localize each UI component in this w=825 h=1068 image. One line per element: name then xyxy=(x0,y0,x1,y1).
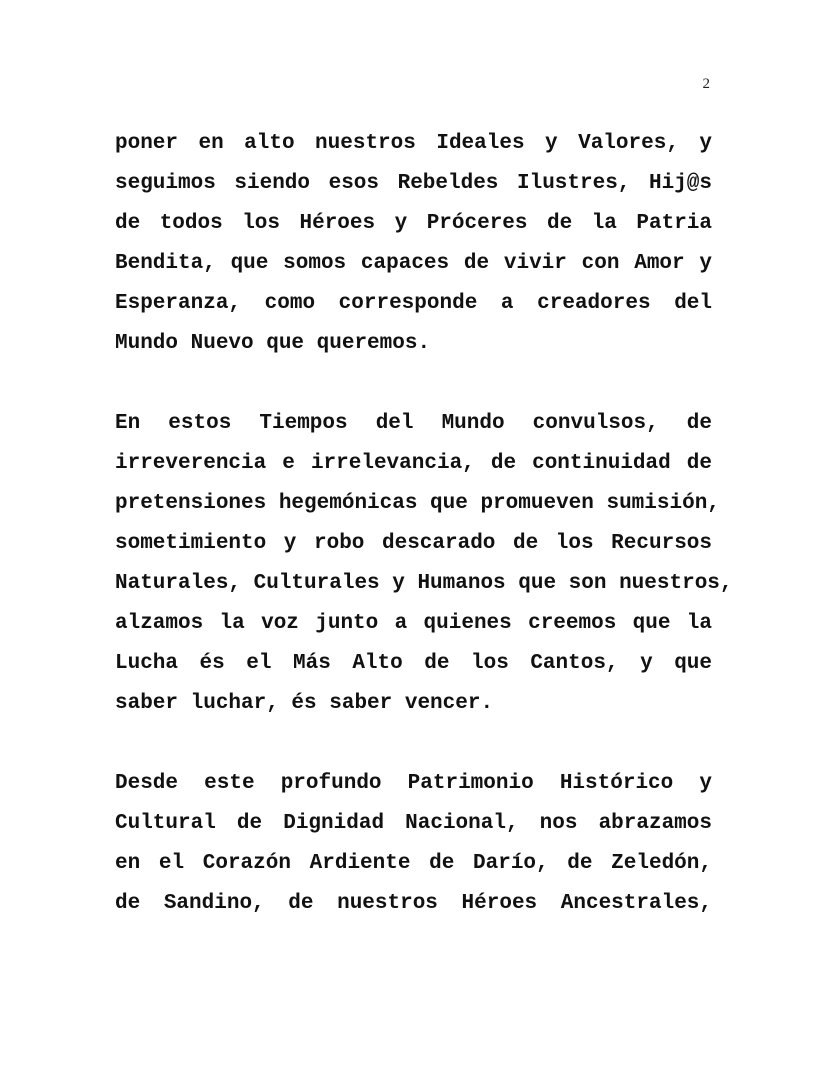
text-line: en el Corazón Ardiente de Darío, de Zeledón, xyxy=(115,852,712,875)
text-line: Naturales, Culturales y Humanos que son nuestros, xyxy=(115,572,733,595)
text-line: poner en alto nuestros Ideales y Valores, y xyxy=(115,132,712,155)
text-line: En estos Tiempos del Mundo convulsos, de xyxy=(115,412,712,435)
text-line: sometimiento y robo descarado de los Recursos xyxy=(115,532,712,555)
page-number: 2 xyxy=(702,76,710,92)
text-line: Mundo Nuevo que queremos. xyxy=(115,332,431,355)
paragraph-3 xyxy=(115,764,712,924)
paragraph-1 xyxy=(115,124,712,364)
text-line: seguimos siendo esos Rebeldes Ilustres, Hij@s xyxy=(115,172,712,195)
text-line: alzamos la voz junto a quienes creemos que la xyxy=(115,612,712,635)
text-line: de todos los Héroes y Próceres de la Patria xyxy=(115,212,712,235)
text-line: de Sandino, de nuestros Héroes Ancestrales, xyxy=(115,892,712,915)
text-line: pretensiones hegemónicas que promueven sumisión, xyxy=(115,492,720,515)
document-body xyxy=(115,124,733,964)
text-line: Cultural de Dignidad Nacional, nos abrazamos xyxy=(115,812,712,835)
text-line: Lucha és el Más Alto de los Cantos, y que xyxy=(115,652,712,675)
text-line: saber luchar, és saber vencer. xyxy=(115,692,494,715)
text-line: Desde este profundo Patrimonio Histórico y xyxy=(115,772,712,795)
paragraph-2 xyxy=(115,404,733,724)
text-line: Esperanza, como corresponde a creadores del xyxy=(115,292,712,315)
text-line: irreverencia e irrelevancia, de continuidad de xyxy=(115,452,712,475)
text-line: Bendita, que somos capaces de vivir con Amor y xyxy=(115,252,712,275)
